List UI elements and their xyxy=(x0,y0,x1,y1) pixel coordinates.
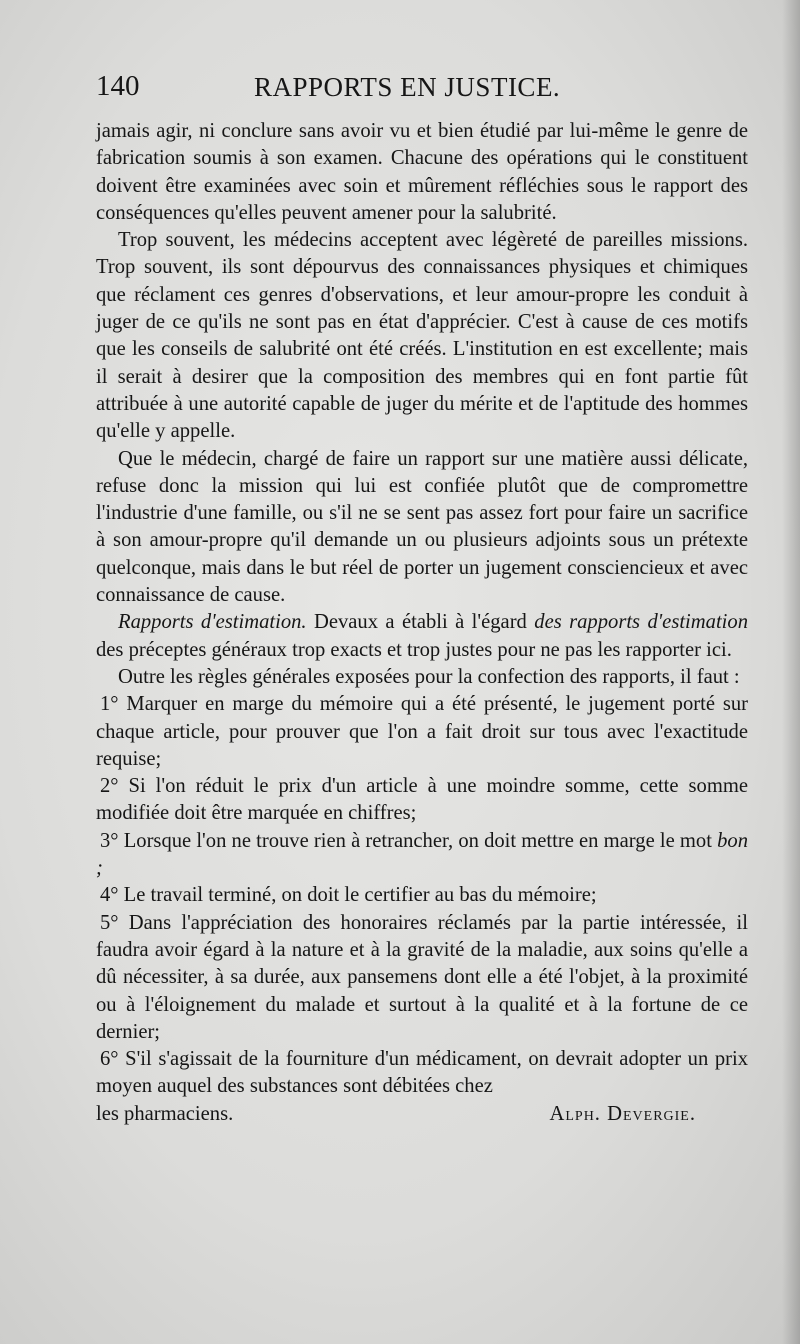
paragraph-4-text-a: Devaux a établi à l'égard xyxy=(306,611,535,634)
page-edge-shadow xyxy=(782,0,800,1344)
signature-line xyxy=(96,1101,748,1128)
page-header xyxy=(96,68,750,108)
paragraph-4-text-b: des préceptes généraux trop exacts et trop justes pour ne pas les rapporter ici. xyxy=(96,638,732,661)
paragraph-4-italic: des rapports d'estimation xyxy=(534,611,748,634)
list-item-3-italic: bon ; xyxy=(96,829,748,880)
list-item-5: 5° Dans l'appréciation des honoraires réclamés par la partie intéressée, il faudra avoir égard à la nature et à la gravité de la maladie, aux soins qu'elle a dû nécessiter, à sa durée, aux pansemens dont elle a été l'objet, à la proximité ou à l'éloignement du malade et surtout à la qualité et à la fortune de ce dernier; xyxy=(96,911,748,1043)
body-text xyxy=(96,118,748,1128)
list-item-6: 6° S'il s'agissait de la fourniture d'un médicament, on devrait adopter un prix moyen auquel des substances sont débitées chez xyxy=(96,1048,748,1098)
list-item-6-end: les pharmaciens. xyxy=(96,1102,234,1125)
author-signature: Alph. Devergie. xyxy=(549,1102,696,1125)
list-item-2: 2° Si l'on réduit le prix d'un article à une moindre somme, cette somme modifiée doit être marquée en chiffres; xyxy=(96,775,748,825)
paragraph-2: Trop souvent, les médecins acceptent avec légèreté de pareilles missions. Trop souvent, ils sont dépourvus des connaissances physiques et chimiques que réclament ces genres d'observations, et leur amour-propre les conduit à juger de ce qu'ils ne sont pas en état d'apprécier. C'est à cause de ces motifs que les conseils de salubrité ont été créés. L'institution en est excellente; mais il serait à desirer que la composition des membres qui en font partie fût attribuée à une autorité capable de juger du mérite et de l'aptitude des hommes qu'elle y appelle. xyxy=(96,229,748,443)
section-heading-rapports-estimation: Rapports d'estimation. xyxy=(118,611,307,634)
paragraph-4 xyxy=(96,609,748,664)
paragraph-5: Outre les règles générales exposées pour la confection des rapports, il faut : xyxy=(118,665,740,688)
list-item-1: 1° Marquer en marge du mémoire qui a été présenté, le jugement porté sur chaque article, pour prouver que l'on a fait droit sur tous avec l'exactitude requise; xyxy=(96,693,748,770)
list-item-3 xyxy=(96,828,748,883)
running-head: RAPPORTS EN JUSTICE. xyxy=(254,72,561,102)
paragraph-3: Que le médecin, chargé de faire un rapport sur une matière aussi délicate, refuse donc la mission qui lui est confiée plutôt que de compromettre l'industrie d'une famille, ou s'il ne se sent pas assez fort pour faire un sacrifice à son amour-propre qu'il demande un ou plusieurs adjoints sous un prétexte quelconque, mais dans le but réel de porter un jugement consciencieux et avec connaissance de cause. xyxy=(96,447,748,607)
list-item-3-text: 3° Lorsque l'on ne trouve rien à retrancher, on doit mettre en marge le mot xyxy=(100,829,718,852)
page-number: 140 xyxy=(96,70,140,102)
list-item-4: 4° Le travail terminé, on doit le certifier au bas du mémoire; xyxy=(100,884,597,907)
paragraph-1: jamais agir, ni conclure sans avoir vu et bien étudié par lui-même le genre de fabrication soumis à son examen. Chacune des opérations qui le constituent doivent être examinées avec soin et mûrement réfléchies sous le rapport des conséquences qu'elles peuvent amener pour la salubrité. xyxy=(96,120,748,224)
